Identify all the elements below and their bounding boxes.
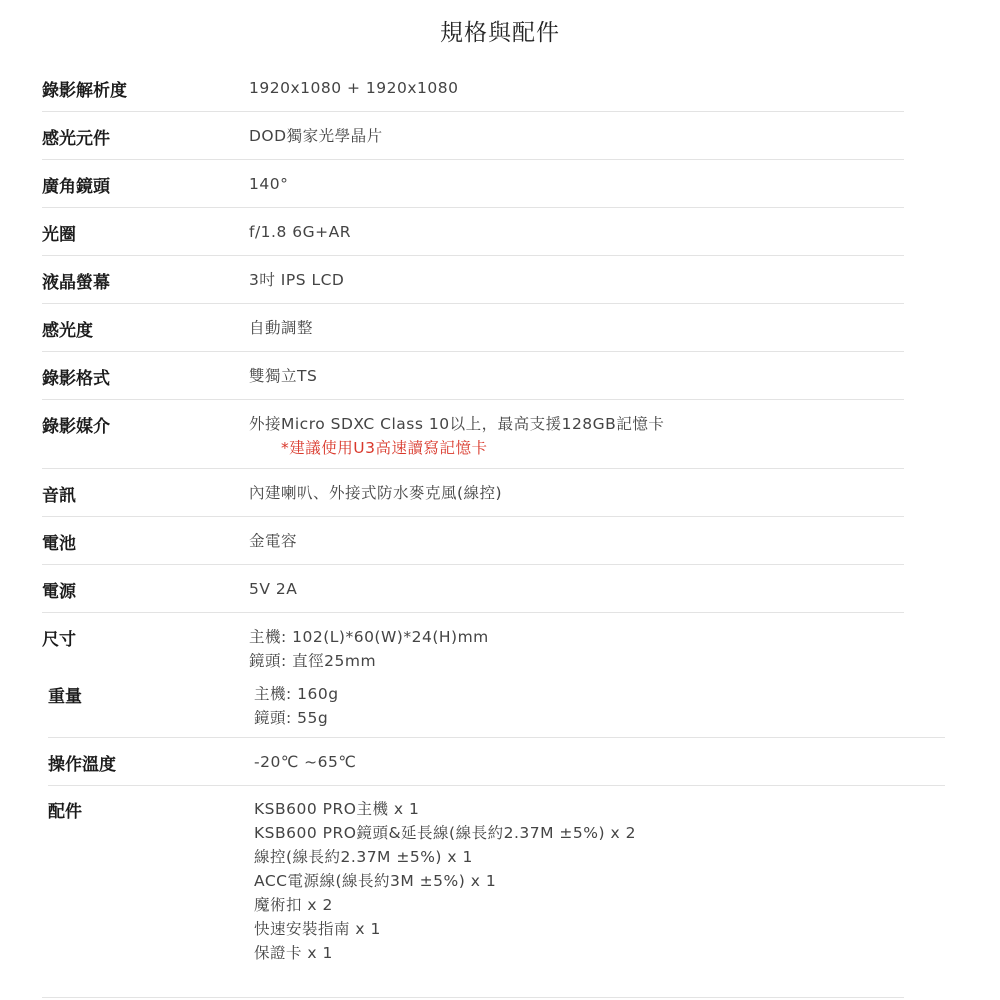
spec-value	[249, 124, 383, 148]
spec-row	[42, 364, 904, 400]
spec-value	[249, 412, 664, 460]
spec-value	[249, 220, 351, 244]
spec-value-line: DOD獨家光學晶片	[249, 127, 383, 145]
spec-value	[254, 797, 636, 965]
spec-row	[42, 577, 904, 613]
spec-row	[42, 76, 904, 112]
spec-label: 音訊	[42, 486, 76, 506]
spec-label: 錄影媒介	[42, 417, 110, 437]
spec-label: 廣角鏡頭	[42, 177, 110, 197]
spec-label: 尺寸	[42, 630, 76, 650]
spec-label: 液晶螢幕	[42, 273, 110, 293]
spec-row	[42, 316, 904, 352]
spec-value-line: 線控(線長約2.37M ±5%) x 1	[254, 848, 473, 866]
spec-value-line: 1920x1080 + 1920x1080	[249, 79, 459, 97]
spec-value-line: KSB600 PRO主機 x 1	[254, 800, 420, 818]
spec-value	[249, 577, 297, 601]
spec-note: *建議使用U3高速讀寫記憶卡	[281, 439, 488, 457]
spec-label: 配件	[48, 802, 82, 822]
spec-label: 錄影解析度	[42, 81, 127, 101]
spec-value-line: 魔術扣 x 2	[254, 896, 333, 914]
spec-label: 重量	[48, 687, 82, 707]
spec-value-line: 鏡頭: 直徑25mm	[249, 652, 377, 670]
spec-value-line: 保證卡 x 1	[254, 944, 333, 962]
spec-row	[48, 797, 945, 987]
spec-value	[254, 750, 356, 774]
spec-label: 電池	[42, 534, 76, 554]
spec-value	[249, 316, 313, 340]
bottom-divider	[42, 997, 904, 998]
spec-row	[42, 124, 904, 160]
spec-value-line: 鏡頭: 55g	[254, 709, 329, 727]
spec-value-line: 5V 2A	[249, 580, 298, 598]
spec-value-line: 外接Micro SDXC Class 10以上，最高支援128GB記憶卡	[249, 415, 665, 433]
spec-value-line: KSB600 PRO鏡頭&延長線(線長約2.37M ±5%) x 2	[254, 824, 636, 842]
page-title: 規格與配件	[440, 20, 560, 46]
spec-value	[249, 364, 317, 388]
spec-value	[254, 682, 339, 730]
spec-value-line: 金電容	[249, 532, 298, 550]
spec-label: 操作溫度	[48, 755, 116, 775]
spec-value	[249, 76, 458, 100]
spec-value-line: -20℃ ~65℃	[254, 753, 357, 771]
spec-value	[249, 625, 489, 673]
spec-value-line: 3吋 IPS LCD	[249, 271, 345, 289]
spec-row	[42, 220, 904, 256]
spec-row	[42, 268, 904, 304]
spec-label: 感光元件	[42, 129, 110, 149]
spec-label: 感光度	[42, 321, 93, 341]
spec-value	[249, 529, 297, 553]
spec-value	[249, 172, 288, 196]
spec-row	[42, 412, 904, 469]
spec-label: 電源	[42, 582, 76, 602]
spec-value-line: 內建喇叭、外接式防水麥克風(線控)	[249, 484, 503, 502]
spec-value-line: f/1.8 6G+AR	[249, 223, 351, 241]
spec-label: 錄影格式	[42, 369, 110, 389]
spec-value-line: 雙獨立TS	[249, 367, 318, 385]
spec-value	[249, 481, 502, 505]
spec-row	[42, 529, 904, 565]
spec-value-line: ACC電源線(線長約3M ±5%) x 1	[254, 872, 497, 890]
spec-value	[249, 268, 344, 292]
spec-value-line: 主機: 160g	[254, 685, 339, 703]
spec-label: 光圈	[42, 225, 76, 245]
spec-row	[42, 172, 904, 208]
spec-value-line: 自動調整	[249, 319, 314, 337]
spec-row	[48, 750, 945, 786]
spec-row	[48, 682, 945, 738]
spec-row	[42, 481, 904, 517]
spec-value-line: 快速安裝指南 x 1	[254, 920, 381, 938]
spec-value-line: 主機: 102(L)*60(W)*24(H)mm	[249, 628, 489, 646]
spec-value-line: 140°	[249, 175, 289, 193]
spec-row	[42, 625, 904, 675]
